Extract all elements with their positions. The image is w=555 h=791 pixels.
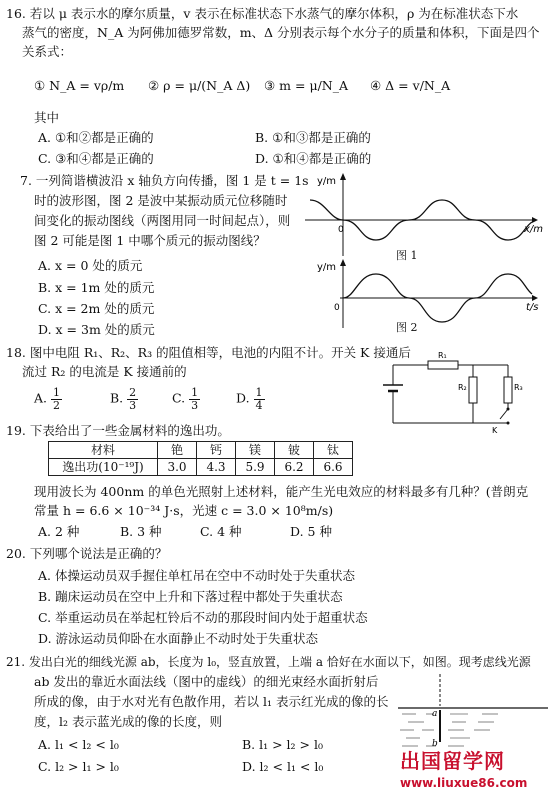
q16-option-b: B. ①和③都是正确的	[255, 130, 371, 145]
q19-option-c: C. 4 种	[200, 524, 242, 539]
q19-option-d: D. 5 种	[290, 524, 332, 539]
q16-formula-2: ② ρ = μ/(N_A Δ)	[148, 78, 251, 93]
table-header-row	[49, 442, 353, 459]
fig1-x-label: x/m	[524, 224, 544, 235]
table-cell: 材料	[49, 442, 158, 459]
circuit-r1: R₁	[438, 351, 447, 360]
q19-work-function-table	[48, 441, 353, 476]
q18-option-c: C. $\frac{1}{3}$	[172, 386, 199, 412]
fig1-y-label: y/m	[316, 176, 336, 187]
q19-line3: 常量 h = 6.6 × 10⁻³⁴ J·s，光速 c = 3.0 × 10⁸m/s)	[34, 503, 334, 518]
q21-line4: 度，l₂ 表示蓝光成的像的长度，则	[34, 714, 222, 729]
q21-water-figure	[398, 670, 548, 750]
table-cell: 铍	[275, 442, 314, 459]
watermark-cn: 出国留学网	[400, 749, 505, 773]
q17-fig2-caption: 图 2	[396, 321, 418, 334]
fig2-origin: 0	[334, 303, 340, 313]
table-row	[49, 459, 353, 476]
q17-line1: 7. 一列简谐横波沿 x 轴负方向传播，图 1 是 t = 1s	[20, 173, 309, 188]
q18-option-a: A. $\frac{1}{2}$	[34, 386, 60, 412]
fig2-y-label: y/m	[316, 262, 336, 273]
q17-line4: 图 2 可能是图 1 中哪个质元的振动图线？	[34, 233, 266, 248]
q16-formula-1: ① N_A = vρ/m	[34, 78, 125, 93]
q21-option-d: D. l₂ < l₁ < l₀	[242, 759, 324, 774]
q17-option-b: B. x = 1m 处的质元	[38, 280, 155, 295]
watermark-url: www.liuxue86.com	[400, 776, 528, 790]
table-cell: 3.0	[158, 459, 197, 476]
q17-line2: 时的波形图，图 2 是波中某振动质元位移随时	[34, 193, 288, 208]
q16-formula-3: ③ m = μ/N_A	[264, 78, 349, 93]
q21-option-b: B. l₁ > l₂ > l₀	[242, 737, 323, 752]
q17-option-d: D. x = 3m 处的质元	[38, 322, 155, 337]
watermark	[400, 748, 527, 791]
q16-option-d: D. ①和④都是正确的	[255, 151, 372, 166]
q19-option-b: B. 3 种	[120, 524, 162, 539]
q20-option-a: A. 体操运动员双手握住单杠吊在空中不动时处于失重状态	[38, 568, 355, 583]
fig2-x-label: t/s	[526, 302, 539, 313]
q16-line3: 关系式：	[22, 44, 73, 59]
q21-option-a: A. l₁ < l₂ < l₀	[38, 737, 119, 752]
q18-line1: 18. 图中电阻 R₁、R₂、R₃ 的阻值相等，电池的内阻不计。开关 K 接通后	[6, 345, 411, 360]
q20-option-b: B. 蹦床运动员在空中上升和下落过程中都处于失重状态	[38, 589, 343, 604]
q18-circuit-figure	[378, 345, 528, 435]
table-cell: 铯	[158, 442, 197, 459]
q16-line1: 16. 若以 μ 表示水的摩尔质量，v 表示在标准状态下水蒸气的摩尔体积，ρ 为在标准状态下水	[6, 6, 519, 21]
table-cell: 钙	[197, 442, 236, 459]
q21-option-c: C. l₂ > l₁ > l₀	[38, 759, 119, 774]
q17-figure-2	[300, 258, 540, 330]
q21-line3: 所成的像，由于水对光有色散作用，若以 l₁ 表示红光成的像的长	[34, 694, 389, 709]
q20-line1: 20. 下列哪个说法是正确的？	[6, 546, 168, 561]
q21-line2: ab 发出的靠近水面法线（图中的虚线）的细光束经水面折射后	[34, 674, 379, 689]
q16-among: 其中	[34, 110, 60, 125]
table-cell: 钛	[314, 442, 353, 459]
q18-line2: 流过 R₂ 的电流是 K 接通前的	[22, 364, 187, 379]
q16-option-a: A. ①和②都是正确的	[38, 130, 154, 145]
q19-line2: 现用波长为 400nm 的单色光照射上述材料，能产生光电效应的材料最多有几种？(普朗克	[34, 484, 529, 499]
circuit-k: K	[492, 426, 498, 435]
table-cell: 镁	[236, 442, 275, 459]
q16-option-c: C. ③和④都是正确的	[38, 151, 154, 166]
circuit-r3: R₃	[514, 383, 523, 392]
q16-line2: 蒸气的密度，N_A 为阿佛加德罗常数，m、Δ 分别表示每个水分子的质量和体积，下面是四个	[22, 25, 540, 40]
q17-fig1-caption: 图 1	[396, 249, 418, 262]
q18-option-d: D. $\frac{1}{4}$	[236, 386, 263, 412]
q20-option-d: D. 游泳运动员仰卧在水面静止不动时处于失重状态	[38, 631, 319, 646]
table-cell: 逸出功(10⁻¹⁹J)	[49, 459, 158, 476]
q16-formula-4: ④ Δ = v/N_A	[370, 78, 451, 93]
q21-fig-label-a: a	[432, 709, 438, 719]
table-cell: 4.3	[197, 459, 236, 476]
q18-option-b: B. $\frac{2}{3}$	[110, 386, 137, 412]
q17-figure-1	[300, 172, 544, 260]
q17-option-c: C. x = 2m 处的质元	[38, 301, 155, 316]
q19-option-a: A. 2 种	[38, 524, 80, 539]
table-cell: 6.2	[275, 459, 314, 476]
q21-line1: 21. 发出白光的细线光源 ab，长度为 l₀，竖直放置，上端 a 恰好在水面以下，如图。现考虑线光源	[6, 655, 531, 669]
table-cell: 5.9	[236, 459, 275, 476]
fig1-origin: 0	[338, 225, 344, 235]
q17-line3: 间变化的振动图线（两图用同一时间起点），则	[34, 213, 291, 228]
q17-option-a: A. x = 0 处的质元	[38, 258, 143, 273]
q19-line1: 19. 下表给出了一些金属材料的逸出功。	[6, 423, 230, 438]
table-cell: 6.6	[314, 459, 353, 476]
circuit-r2: R₂	[458, 383, 467, 392]
q21-fig-label-b: b	[432, 739, 438, 749]
q20-option-c: C. 举重运动员在举起杠铃后不动的那段时间内处于超重状态	[38, 610, 368, 625]
